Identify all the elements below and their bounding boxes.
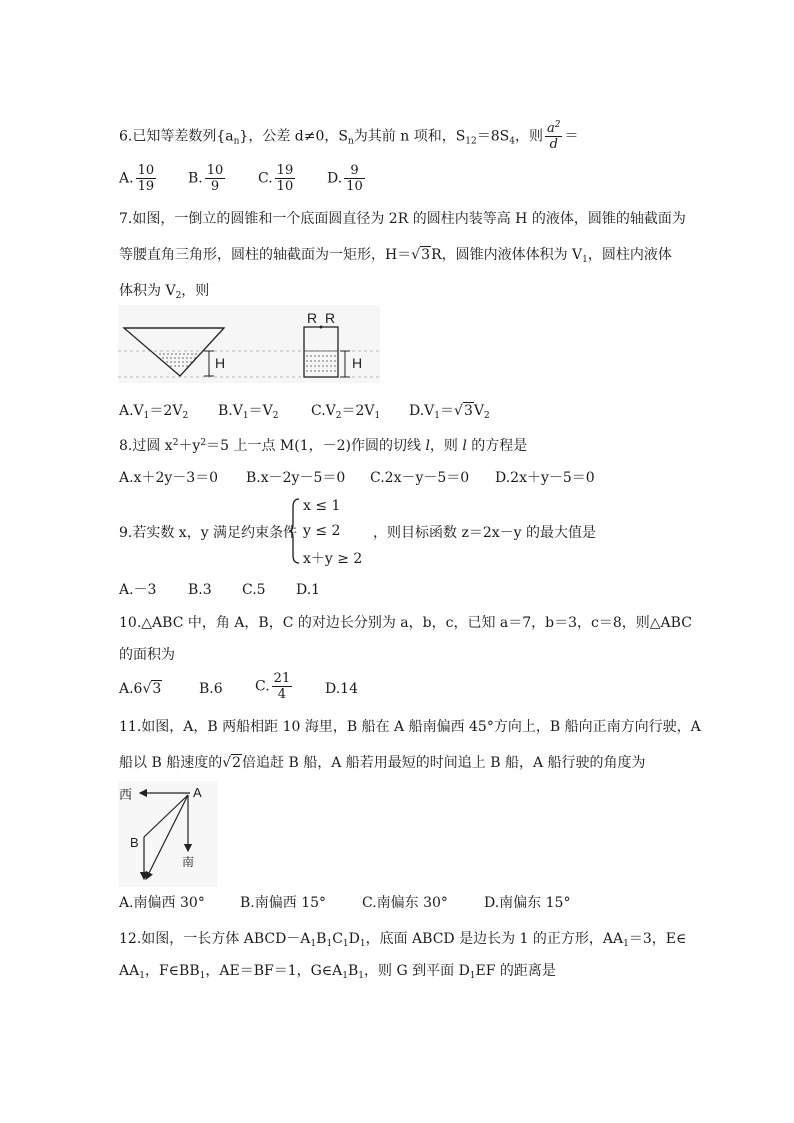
q12-line-2: $AA_1$，$F\in BB_1$，AE＝BF＝1，$G\in A_1B_1$，则 G 到平面 $D_1EF$ 的距离是 xyxy=(119,963,556,981)
q7-line-2: 等腰直角三角形，圆柱的轴截面为一矩形，H＝√3R，圆锥内液体体积为 $V_1$，圆柱内液体 xyxy=(119,247,672,265)
q7-figure xyxy=(118,305,380,383)
q9-constraint-2: y ≤ 2 xyxy=(303,523,341,539)
q12-line-1: 12.如图，一长方体 $ABCD-A_1B_1C_1D_1$，底面 ABCD 是边长为 1 的正方形，$AA_1=3$，E∈ xyxy=(119,931,687,949)
q10-line-1: 10.△ABC 中，角 A，B，C 的对边长分别为 a，b，c，已知 a＝7，b＝3，c＝8，则△ABC xyxy=(119,615,692,631)
q6-stem: 6.已知等差数列$\{a_n\}$，公差 d≠0，$S_n$为其前 n 项和，$S_{12}=8S_4$，则 $\frac{a^2}{d}$ ＝ xyxy=(119,120,579,152)
q6-option-a: A. $\frac{10}{19}$ xyxy=(119,163,155,194)
q9-constraint-1: x ≤ 1 xyxy=(303,498,341,514)
q9-option-c: C.5 xyxy=(242,582,266,598)
q10-option-b: B.6 xyxy=(199,681,223,697)
point-b-label: B xyxy=(130,835,139,850)
q8-option-d: D.2x＋y－5＝0 xyxy=(495,470,595,486)
q7-option-b: $B.V_1=V_2$ xyxy=(218,403,279,421)
q9-option-b: B.3 xyxy=(188,582,212,598)
q8-option-b: B.x－2y－5＝0 xyxy=(246,470,346,486)
q11-option-d: D.南偏东 15° xyxy=(484,895,571,911)
q7-line-3: 体积为 $V_2$，则 xyxy=(119,283,210,301)
q10-option-a: A.6√3 xyxy=(119,681,162,697)
q10-option-d: D.14 xyxy=(325,681,358,697)
q8-option-a: A.x＋2y－3＝0 xyxy=(119,470,219,486)
q8-option-c: C.2x－y－5＝0 xyxy=(370,470,470,486)
q11-option-a: A.南偏西 30° xyxy=(119,895,205,911)
q9-constraint-3: x＋y ≥ 2 xyxy=(303,551,363,567)
cylinder-center-dot xyxy=(320,326,323,329)
q7-option-d: $D.V_1=√3V_2$ xyxy=(409,403,490,421)
q11-option-c: C.南偏东 30° xyxy=(362,895,448,911)
q9-brace xyxy=(288,497,302,565)
q7-option-c: $C.V_2=2V_1$ xyxy=(311,403,381,421)
south-label: 南 xyxy=(182,855,195,869)
q6-option-c: C. $\frac{19}{10}$ xyxy=(258,163,294,194)
q9-option-a: A.－3 xyxy=(119,582,157,598)
q11-line-1: 11.如图，A，B 两船相距 10 海里，B 船在 A 船南偏西 45°方向上，B 船向正南方向行驶，A xyxy=(119,719,701,735)
q11-line-2: 船以 B 船速度的√2倍追赶 B 船，A 船若用最短的时间追上 B 船，A 船行驶的角度为 xyxy=(119,755,646,771)
q10-line-2: 的面积为 xyxy=(119,647,175,663)
cylinder-r-label-right: R xyxy=(325,310,336,326)
q7-option-a: $A.V_1=2V_2$ xyxy=(119,403,189,421)
q11-figure xyxy=(118,781,218,887)
cone-h-label: H xyxy=(215,355,226,371)
q10-option-c: C. $\frac{21}{4}$ xyxy=(255,671,291,702)
q9-option-d: D.1 xyxy=(296,582,321,598)
cylinder-h-label: H xyxy=(352,355,363,371)
q7-line-1: 7.如图，一倒立的圆锥和一个底面圆直径为 2R 的圆柱内装等高 H 的液体，圆锥的轴截面为 xyxy=(119,211,686,227)
q6-option-b: B. $\frac{10}{9}$ xyxy=(188,163,224,194)
west-label: 西 xyxy=(119,788,133,803)
q11-option-b: B.南偏西 15° xyxy=(240,895,327,911)
q6-fraction: $\frac{a^2}{d}$ xyxy=(546,120,561,152)
q9-stem-left: 9.若实数 x，y 满足约束条件 xyxy=(119,525,298,541)
point-a-label: A xyxy=(193,785,202,800)
q9-stem-right: ，则目标函数 z＝2x－y 的最大值是 xyxy=(373,525,596,541)
cylinder-r-label-left: R xyxy=(307,310,318,326)
q8-stem: 8.过圆 $x^2+y^2=5$ 上一点 M(1，－2)作圆的切线 l，则 l 的方程是 xyxy=(119,438,528,454)
figure-background xyxy=(118,305,380,383)
q6-option-d: D. $\frac{9}{10}$ xyxy=(327,163,363,194)
